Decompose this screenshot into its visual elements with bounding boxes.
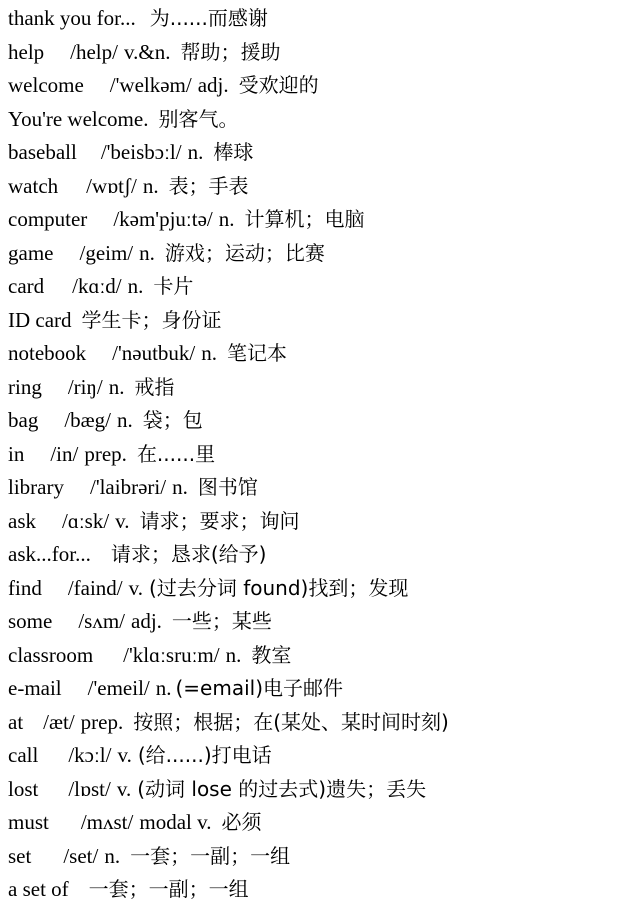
entry-phonetic: /faind/	[67, 575, 123, 600]
vocab-entry	[0, 672, 640, 706]
entry-phonetic: /'nəutbuk/	[112, 341, 196, 365]
entry-meaning: 学生卡；身份证	[81, 307, 222, 332]
entry-word: ask	[8, 508, 36, 533]
entry-meaning: 在......里	[136, 441, 216, 466]
vocab-entry	[0, 270, 640, 304]
entry-meaning: 表；手表	[168, 173, 249, 198]
entry-phonetic: /bæg/	[64, 408, 112, 432]
vocab-entry	[0, 505, 640, 539]
entry-phonetic: /'welkəm/	[109, 73, 192, 97]
entry-part-of-speech: n.	[142, 173, 159, 198]
entry-meaning: 图书馆	[197, 475, 258, 499]
entry-word: ask...for...	[8, 542, 91, 566]
entry-part-of-speech: n.	[104, 843, 121, 868]
entry-part-of-speech: v.	[128, 575, 144, 600]
entry-phonetic: /set/	[63, 843, 99, 868]
entry-word: must	[8, 810, 49, 834]
entry-word: welcome	[8, 73, 84, 97]
entry-part-of-speech: v.	[116, 776, 132, 801]
entry-meaning: 笔记本	[227, 341, 288, 365]
vocab-entry	[0, 840, 640, 874]
entry-word: thank you for...	[8, 6, 136, 30]
entry-phonetic: /in/	[50, 441, 79, 466]
entry-phonetic: /sʌm/	[78, 609, 126, 633]
entry-meaning: 按照；根据；在(某处、某时间时刻)	[133, 709, 449, 734]
entry-word: help	[8, 39, 45, 64]
entry-word: ring	[8, 374, 42, 399]
entry-word: in	[8, 441, 25, 466]
entry-part-of-speech: v.&n.	[123, 39, 171, 64]
entry-word: set	[8, 843, 32, 868]
entry-word: at	[8, 709, 24, 734]
vocab-entry	[0, 572, 640, 606]
entry-part-of-speech: adj.	[131, 609, 162, 633]
entry-part-of-speech: v.	[115, 508, 130, 533]
entry-phonetic: /'emeil/	[87, 676, 150, 700]
entry-word: watch	[8, 173, 59, 198]
entry-part-of-speech: n.	[225, 642, 242, 667]
vocab-entry	[0, 36, 640, 70]
vocab-entry	[0, 806, 640, 840]
entry-word: classroom	[8, 642, 94, 667]
entry-part-of-speech: n.	[218, 207, 235, 231]
entry-meaning: 教室	[251, 642, 292, 667]
entry-word: some	[8, 609, 53, 633]
entry-meaning: (动词 lose 的过去式)遗失；丢失	[137, 776, 427, 801]
entry-word: call	[8, 743, 39, 767]
entry-meaning: 一套；一副；一组	[130, 843, 291, 868]
entry-phonetic: /ɑːsk/	[62, 508, 110, 533]
entry-word: library	[8, 475, 64, 499]
entry-word: baseball	[8, 140, 77, 164]
entry-phonetic: /kɑːd/	[72, 274, 122, 298]
entry-word: You're welcome.	[8, 106, 149, 131]
entry-part-of-speech: n.	[139, 240, 155, 265]
entry-word: e-mail	[8, 676, 62, 700]
vocab-entry	[0, 69, 640, 103]
entry-meaning: 棒球	[213, 140, 254, 164]
entry-meaning: (给......)打电话	[137, 743, 272, 767]
vocab-entry	[0, 304, 640, 338]
vocab-entry	[0, 371, 640, 405]
entry-meaning: 为......而感谢	[149, 6, 268, 30]
vocab-entry	[0, 639, 640, 673]
entry-phonetic: /æt/	[43, 709, 75, 734]
vocab-entry	[0, 873, 640, 907]
entry-word: notebook	[8, 341, 87, 365]
entry-word: a set of	[8, 877, 69, 901]
vocab-entry	[0, 337, 640, 371]
vocab-entry	[0, 237, 640, 271]
entry-part-of-speech: n.	[127, 274, 144, 298]
entry-part-of-speech: prep.	[84, 441, 127, 466]
vocab-entry	[0, 773, 640, 807]
vocab-entry	[0, 471, 640, 505]
entry-part-of-speech: n.	[201, 341, 218, 365]
entry-phonetic: /'beisbɔːl/	[100, 140, 182, 164]
entry-part-of-speech: v.	[117, 743, 132, 767]
entry-word: computer	[8, 207, 88, 231]
entry-phonetic: /geim/	[79, 240, 134, 265]
entry-meaning: 必须	[221, 810, 262, 834]
entry-phonetic: /mʌst/	[80, 810, 134, 834]
vocab-entry	[0, 136, 640, 170]
entry-word: ID card	[8, 307, 72, 332]
entry-phonetic: /kəm'pjuːtə/	[113, 207, 213, 231]
entry-meaning: 卡片	[153, 274, 194, 298]
vocab-entry	[0, 170, 640, 204]
entry-phonetic: /'klɑːsruːm/	[123, 642, 220, 667]
vocab-entry	[0, 203, 640, 237]
entry-part-of-speech: modal v.	[139, 810, 212, 834]
entry-word: card	[8, 274, 45, 298]
entry-phonetic: /wɒtʃ/	[86, 173, 137, 198]
vocab-entry	[0, 438, 640, 472]
entry-part-of-speech: n.	[155, 676, 172, 700]
entry-meaning: 受欢迎的	[238, 73, 319, 97]
entry-meaning: 袋；包	[142, 408, 203, 432]
entry-word: find	[8, 575, 42, 600]
entry-meaning: 请求；要求；询问	[139, 508, 300, 533]
vocab-entry	[0, 706, 640, 740]
entry-part-of-speech: n.	[172, 475, 188, 499]
entry-part-of-speech: prep.	[80, 709, 124, 734]
entry-part-of-speech: adj.	[197, 73, 229, 97]
entry-meaning: 别客气。	[158, 106, 239, 131]
entry-meaning: (=email)电子邮件	[175, 676, 344, 700]
vocab-entry	[0, 2, 640, 36]
vocab-entry	[0, 605, 640, 639]
entry-part-of-speech: n.	[117, 408, 133, 432]
entry-meaning: 戒指	[134, 374, 175, 399]
entry-word: game	[8, 240, 54, 265]
entry-word: bag	[8, 408, 39, 432]
entry-phonetic: /kɔːl/	[68, 743, 112, 767]
entry-phonetic: /help/	[70, 39, 118, 64]
entry-meaning: 帮助；援助	[180, 39, 281, 64]
entry-meaning: 请求；恳求(给予)	[110, 542, 267, 566]
vocab-entry	[0, 404, 640, 438]
entry-meaning: 游戏；运动；比赛	[164, 240, 325, 265]
entry-phonetic: /lɒst/	[68, 776, 111, 801]
vocab-entry	[0, 103, 640, 137]
entry-part-of-speech: n.	[187, 140, 204, 164]
entry-meaning: 计算机；电脑	[244, 207, 365, 231]
entry-phonetic: /riŋ/	[67, 374, 103, 399]
entry-word: lost	[8, 776, 39, 801]
entry-meaning: 一些；某些	[171, 609, 272, 633]
entry-part-of-speech: n.	[108, 374, 125, 399]
entry-phonetic: /'laibrəri/	[89, 475, 167, 499]
entry-meaning: (过去分词 found)找到；发现	[149, 575, 409, 600]
entry-meaning: 一套；一副；一组	[88, 877, 249, 901]
vocab-entry	[0, 739, 640, 773]
vocab-entry	[0, 538, 640, 572]
